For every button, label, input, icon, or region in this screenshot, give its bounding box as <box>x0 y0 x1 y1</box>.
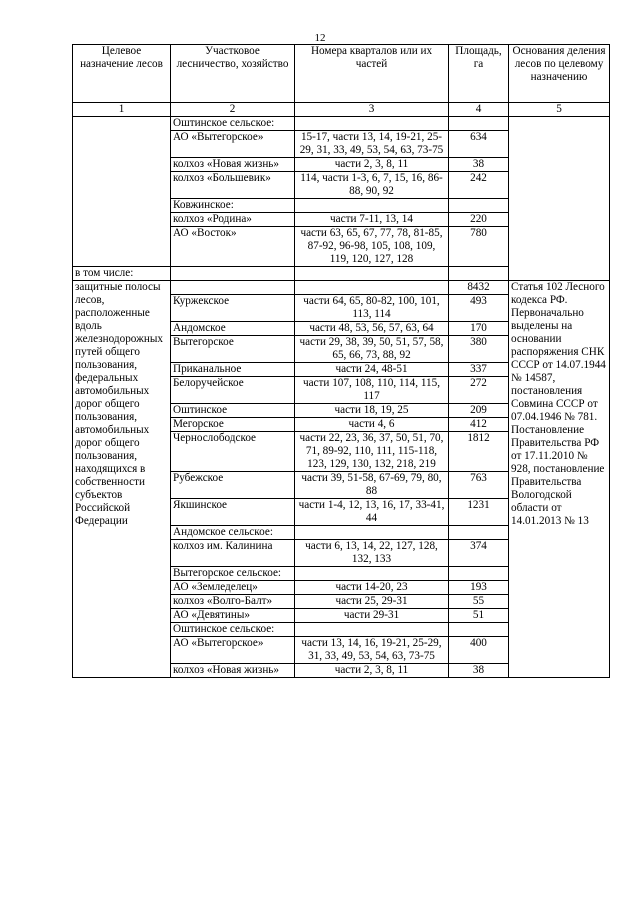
header-area: Площадь, га <box>449 45 509 103</box>
quarters-cell <box>295 281 449 295</box>
quarters-cell: части 4, 6 <box>295 418 449 432</box>
quarters-cell: части 2, 3, 8, 11 <box>295 158 449 172</box>
area-cell: 242 <box>449 172 509 199</box>
forestry-cell: Якшинское <box>171 499 295 526</box>
area-cell <box>449 199 509 213</box>
header-basis: Основания деления лесов по целевому назначению <box>509 45 610 103</box>
column-number: 1 <box>73 103 171 117</box>
section-basis: Статья 102 Лесного кодекса РФ. Первоначально выделены на основании распоряжения СНК СССР от 14.07.1944 № 14587, постановления Совмина СССР от 07.04.1946 № 781. Постановление Правительства РФ от 17.11.2010 № 928, постановление Правительства Вологодской области от 14.01.2013 № 13 <box>509 281 610 678</box>
area-cell <box>449 567 509 581</box>
quarters-cell <box>295 567 449 581</box>
quarters-cell <box>295 117 449 131</box>
quarters-cell: части 107, 108, 110, 114, 115, 117 <box>295 377 449 404</box>
area-cell: 51 <box>449 609 509 623</box>
forestry-cell: Чернослободское <box>171 432 295 472</box>
forestry-cell: Оштинское <box>171 404 295 418</box>
column-number-row <box>73 103 610 117</box>
forestry-cell: Оштинское сельское: <box>171 623 295 637</box>
quarters-cell: части 18, 19, 25 <box>295 404 449 418</box>
forestry-cell: колхоз «Новая жизнь» <box>171 664 295 678</box>
forestry-cell: Вытегорское <box>171 336 295 363</box>
quarters-cell: части 63, 65, 67, 77, 78, 81-85, 87-92, 96-98, 105, 108, 109, 119, 120, 127, 128 <box>295 227 449 267</box>
including-label: в том числе: <box>73 267 171 281</box>
area-cell: 209 <box>449 404 509 418</box>
area-cell: 374 <box>449 540 509 567</box>
forestry-cell: Андомское <box>171 322 295 336</box>
quarters-cell: части 24, 48-51 <box>295 363 449 377</box>
area-cell: 493 <box>449 295 509 322</box>
quarters-cell: 114, части 1-3, 6, 7, 15, 16, 86-88, 90, 92 <box>295 172 449 199</box>
forestry-cell: АО «Земледелец» <box>171 581 295 595</box>
forest-table <box>72 44 610 678</box>
area-cell <box>449 117 509 131</box>
page-number: 12 <box>314 32 326 44</box>
quarters-cell <box>295 526 449 540</box>
section-total-row <box>73 281 610 295</box>
quarters-cell: части 7-11, 13, 14 <box>295 213 449 227</box>
forestry-cell: АО «Восток» <box>171 227 295 267</box>
basis-cell <box>509 117 610 281</box>
area-cell <box>449 267 509 281</box>
area-cell: 380 <box>449 336 509 363</box>
quarters-cell: части 25, 29-31 <box>295 595 449 609</box>
table-header-row <box>73 45 610 103</box>
forestry-cell: Мегорское <box>171 418 295 432</box>
forestry-cell: АО «Вытегорское» <box>171 131 295 158</box>
area-cell: 763 <box>449 472 509 499</box>
area-cell: 193 <box>449 581 509 595</box>
quarters-cell: части 13, 14, 16, 19-21, 25-29, 31, 33, 49, 53, 54, 63, 73-75 <box>295 637 449 664</box>
area-cell: 38 <box>449 664 509 678</box>
area-cell: 412 <box>449 418 509 432</box>
area-cell: 220 <box>449 213 509 227</box>
forestry-cell: АО «Девятины» <box>171 609 295 623</box>
forestry-cell: Ковжинское: <box>171 199 295 213</box>
column-number: 3 <box>295 103 449 117</box>
forestry-cell: колхоз им. Калинина <box>171 540 295 567</box>
forestry-cell: Белоручейское <box>171 377 295 404</box>
quarters-cell <box>295 267 449 281</box>
area-cell: 38 <box>449 158 509 172</box>
forestry-cell: Вытегорское сельское: <box>171 567 295 581</box>
section-total: 8432 <box>449 281 509 295</box>
quarters-cell: части 2, 3, 8, 11 <box>295 664 449 678</box>
header-purpose: Целевое назначение лесов <box>73 45 171 103</box>
forestry-cell: колхоз «Волго-Балт» <box>171 595 295 609</box>
area-cell <box>449 623 509 637</box>
forestry-cell: Приканальное <box>171 363 295 377</box>
header-forestry: Участковое лесничество, хозяйство <box>171 45 295 103</box>
forestry-cell <box>171 281 295 295</box>
forestry-cell: колхоз «Новая жизнь» <box>171 158 295 172</box>
area-cell: 780 <box>449 227 509 267</box>
forestry-cell: Куржекское <box>171 295 295 322</box>
area-cell: 337 <box>449 363 509 377</box>
quarters-cell: части 48, 53, 56, 57, 63, 64 <box>295 322 449 336</box>
forestry-cell: АО «Вытегорское» <box>171 637 295 664</box>
table-row <box>73 117 610 131</box>
area-cell <box>449 526 509 540</box>
area-cell: 400 <box>449 637 509 664</box>
area-cell: 1812 <box>449 432 509 472</box>
area-cell: 272 <box>449 377 509 404</box>
quarters-cell: части 29, 38, 39, 50, 51, 57, 58, 65, 66, 73, 88, 92 <box>295 336 449 363</box>
area-cell: 55 <box>449 595 509 609</box>
forestry-cell: Оштинское сельское: <box>171 117 295 131</box>
header-quarters: Номера кварталов или их частей <box>295 45 449 103</box>
area-cell: 170 <box>449 322 509 336</box>
area-cell: 634 <box>449 131 509 158</box>
quarters-cell <box>295 623 449 637</box>
forestry-cell: колхоз «Родина» <box>171 213 295 227</box>
column-number: 4 <box>449 103 509 117</box>
forestry-cell: Андомское сельское: <box>171 526 295 540</box>
forestry-cell: Рубежское <box>171 472 295 499</box>
forestry-cell: колхоз «Большевик» <box>171 172 295 199</box>
column-number: 5 <box>509 103 610 117</box>
quarters-cell: части 6, 13, 14, 22, 127, 128, 132, 133 <box>295 540 449 567</box>
quarters-cell: части 14-20, 23 <box>295 581 449 595</box>
quarters-cell: части 22, 23, 36, 37, 50, 51, 70, 71, 89-92, 110, 111, 115-118, 123, 129, 130, 132, 218, 219 <box>295 432 449 472</box>
quarters-cell: части 29-31 <box>295 609 449 623</box>
section-purpose: защитные полосы лесов, расположенные вдоль железнодорожных путей общего пользования, федеральных автомобильных дорог общего пользования, автомобильных дорог общего пользования, находящихся в собственности субъектов Российской Федерации <box>73 281 171 678</box>
forestry-cell <box>171 267 295 281</box>
quarters-cell <box>295 199 449 213</box>
purpose-cell <box>73 117 171 267</box>
column-number: 2 <box>171 103 295 117</box>
quarters-cell: части 64, 65, 80-82, 100, 101, 113, 114 <box>295 295 449 322</box>
quarters-cell: 15-17, части 13, 14, 19-21, 25-29, 31, 33, 49, 53, 54, 63, 73-75 <box>295 131 449 158</box>
quarters-cell: части 39, 51-58, 67-69, 79, 80, 88 <box>295 472 449 499</box>
area-cell: 1231 <box>449 499 509 526</box>
quarters-cell: части 1-4, 12, 13, 16, 17, 33-41, 44 <box>295 499 449 526</box>
